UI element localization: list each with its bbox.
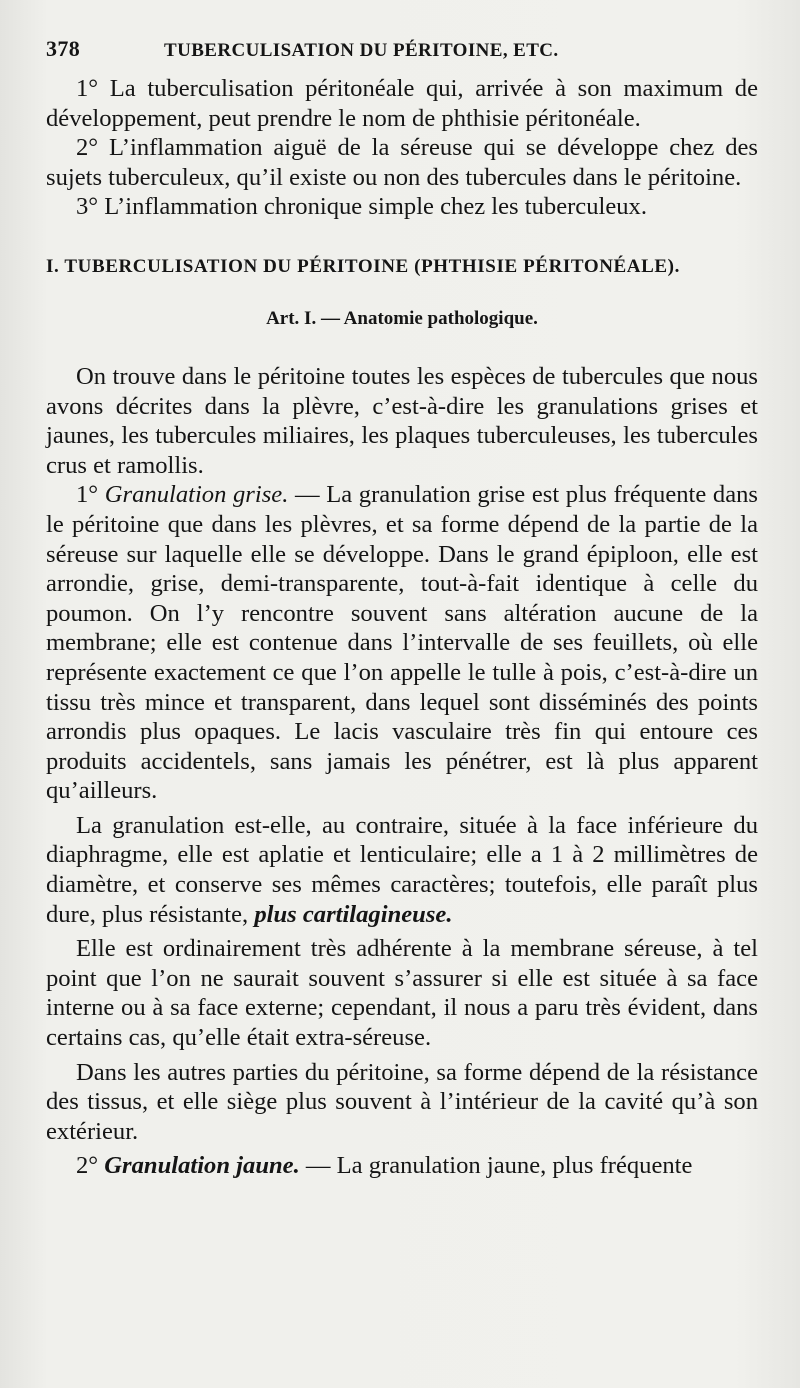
list-item: 2° L’inflammation aiguë de la séreuse qui se développe chez des sujets tuberculeux, qu’il existe ou non des tubercules dans le péritoine. [46, 134, 758, 191]
paragraph-lead: 2° [76, 1152, 105, 1180]
running-head-title: TUBERCULISATION DU PÉRITOINE, ETC. [164, 40, 559, 61]
paragraph-granulation-jaune [46, 1151, 758, 1181]
section-title: I. TUBERCULISATION DU PÉRITOINE (PHTHISIE PÉRITONÉALE). [46, 255, 680, 277]
paragraph-intro: On trouve dans le péritoine toutes les espèces de tubercules que nous avons décrites dans la plèvre, c’est-à-dire les granulations grises et jaunes, les tubercules miliaires, les plaques tuberculeuses, les tubercules crus et ramollis. [46, 362, 758, 479]
paragraph-text: La granulation est-elle, au contraire, située à la face inférieure du diaphragme, elle est aplatie et lenticulaire; elle a 1 à 2 millimètres de diamètre, et conserve ses mêmes caractères; toutefois, elle paraît plus dure, plus résistante, [46, 811, 758, 928]
list-item: 3° L’inflammation chronique simple chez les tuberculeux. [76, 193, 647, 221]
paragraph-granulation-grise [46, 480, 758, 806]
paragraph-text: — La granulation grise est plus fréquente dans le péritoine que dans les plèvres, et sa forme dépend de la partie de la séreuse sur laquelle elle se développe. Dans le grand épiploon, elle est arrondie, grise, demi-transparente, tout-à-fait identique à celle du poumon. On l’y rencontre souvent sans altération aucune de la membrane; elle est contenue dans l’intervalle de ses feuillets, où elle représente exactement ce que l’on appelle le tulle à pois, c’est-à-dire un tissu très mince et transparent, dans lequel sont disséminés des points arrondis plus opaques. Le lacis vasculaire très fin qui entoure ces produits accidentels, sans jamais les pénétrer, est là plus apparent qu’ailleurs. [46, 481, 759, 805]
article-title: Art. I. — Anatomie pathologique. [266, 307, 538, 329]
body-text [46, 362, 758, 1181]
list-item: 1° La tuberculisation péritonéale qui, arrivée à son maximum de développement, peut prendre le nom de phthisie péritonéale. [46, 75, 758, 132]
paragraph-other-parts: Dans les autres parties du péritoine, sa forme dépend de la résistance des tissus, et elle siège plus souvent à l’intérieur de la cavité qu’à son extérieur. [46, 1058, 758, 1145]
running-head [46, 36, 758, 74]
page-number: 378 [46, 36, 81, 61]
paragraph-lead: 1° [76, 481, 105, 509]
paragraph-diaphragm [46, 811, 758, 929]
intro-list [46, 74, 758, 222]
granulation-jaune-term: Granulation jaune. [104, 1152, 300, 1180]
emphasis-cartilagineuse: plus cartilagineuse. [254, 900, 453, 928]
paragraph-adherence: Elle est ordinairement très adhérente à la membrane séreuse, à tel point que l’on ne saurait souvent s’assurer si elle est située à sa face interne ou à sa face externe; cependant, il nous a paru très évident, dans certains cas, qu’elle était extra-séreuse. [46, 935, 758, 1052]
paragraph-text: — La granulation jaune, plus fréquente [299, 1152, 693, 1180]
granulation-grise-term: Granulation grise. [104, 481, 289, 509]
